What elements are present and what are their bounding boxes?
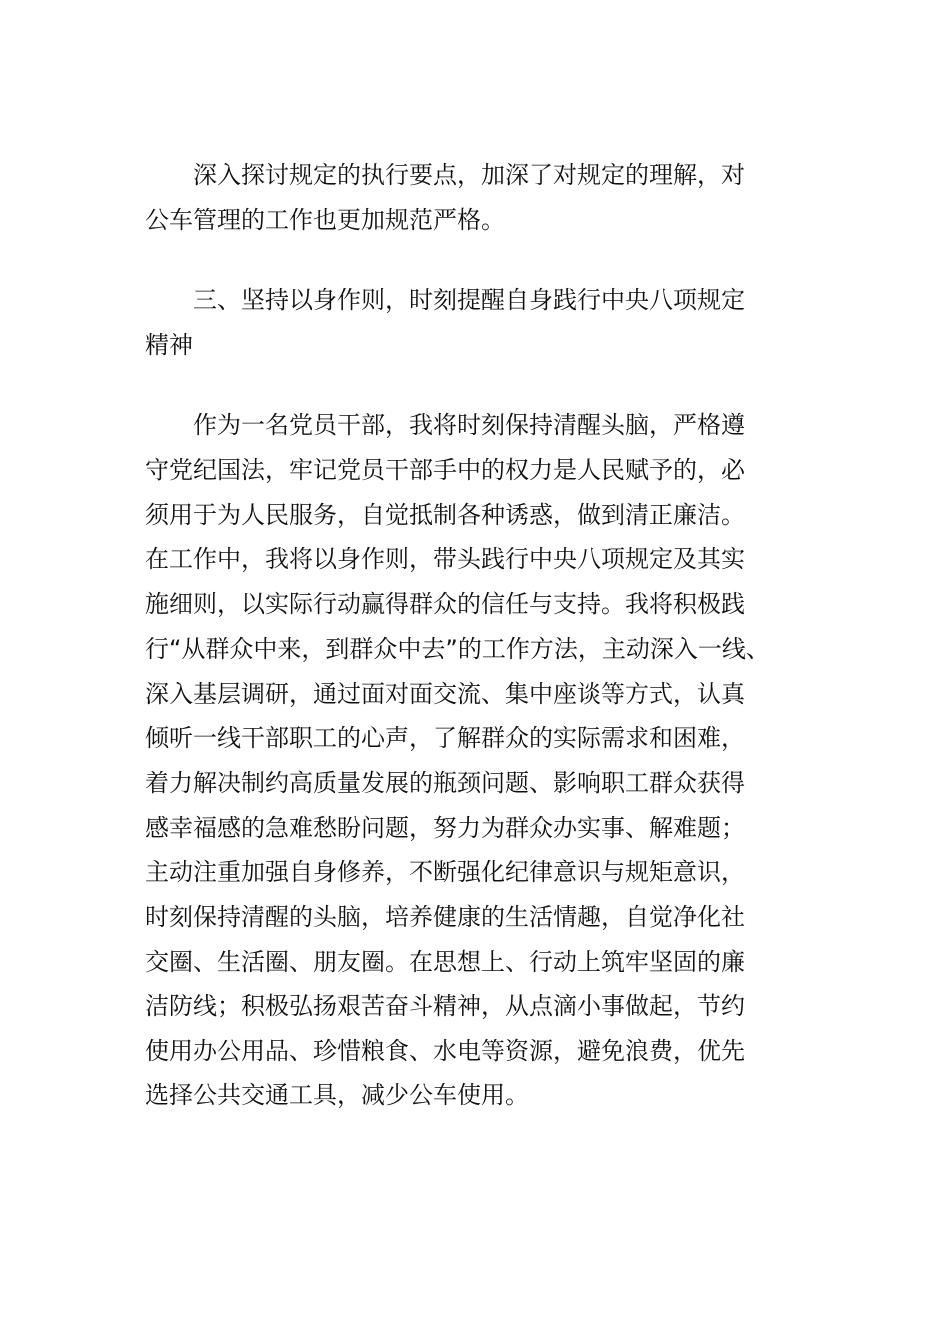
paragraph-line: 使用办公用品、珍惜粮食、水电等资源，避免浪费，优先 <box>145 1037 745 1065</box>
paragraph-line: 交圈、生活圈、朋友圈。在思想上、行动上筑牢坚固的廉 <box>145 948 745 976</box>
paragraph-line: 在工作中，我将以身作则，带头践行中央八项规定及其实 <box>145 545 745 573</box>
paragraph-line: 作为一名党员干部，我将时刻保持清醒头脑，严格遵 <box>193 411 745 439</box>
paragraph-line: 着力解决制约高质量发展的瓶颈问题、影响职工群众获得 <box>145 769 745 797</box>
paragraph-line: 须用于为人民服务，自觉抵制各种诱惑，做到清正廉洁。 <box>145 501 745 529</box>
paragraph-line: 倾听一线干部职工的心声，了解群众的实际需求和困难， <box>145 724 745 752</box>
paragraph-line: 感幸福感的急难愁盼问题，努力为群众办实事、解难题； <box>145 814 745 842</box>
heading-line: 精神 <box>145 331 193 359</box>
paragraph-line: 时刻保持清醒的头脑，培养健康的生活情趣，自觉净化社 <box>145 903 745 931</box>
paragraph-line: 守党纪国法，牢记党员干部手中的权力是人民赋予的，必 <box>145 456 745 484</box>
paragraph-line: 洁防线；积极弘扬艰苦奋斗精神，从点滴小事做起，节约 <box>145 992 745 1020</box>
paragraph-line: 主动注重加强自身修养，不断强化纪律意识与规矩意识， <box>145 858 745 886</box>
paragraph-line: 深入基层调研，通过面对面交流、集中座谈等方式，认真 <box>145 680 745 708</box>
heading-line: 三、坚持以身作则，时刻提醒自身践行中央八项规定 <box>193 286 745 314</box>
paragraph-line: 深入探讨规定的执行要点，加深了对规定的理解，对 <box>193 161 745 189</box>
paragraph-line: 选择公共交通工具，减少公车使用。 <box>145 1081 529 1109</box>
paragraph-line: 行“从群众中来，到群众中去”的工作方法，主动深入一线、 <box>145 635 770 663</box>
paragraph-line: 施细则，以实际行动赢得群众的信任与支持。我将积极践 <box>145 590 745 618</box>
paragraph-line: 公车管理的工作也更加规范严格。 <box>145 206 505 234</box>
